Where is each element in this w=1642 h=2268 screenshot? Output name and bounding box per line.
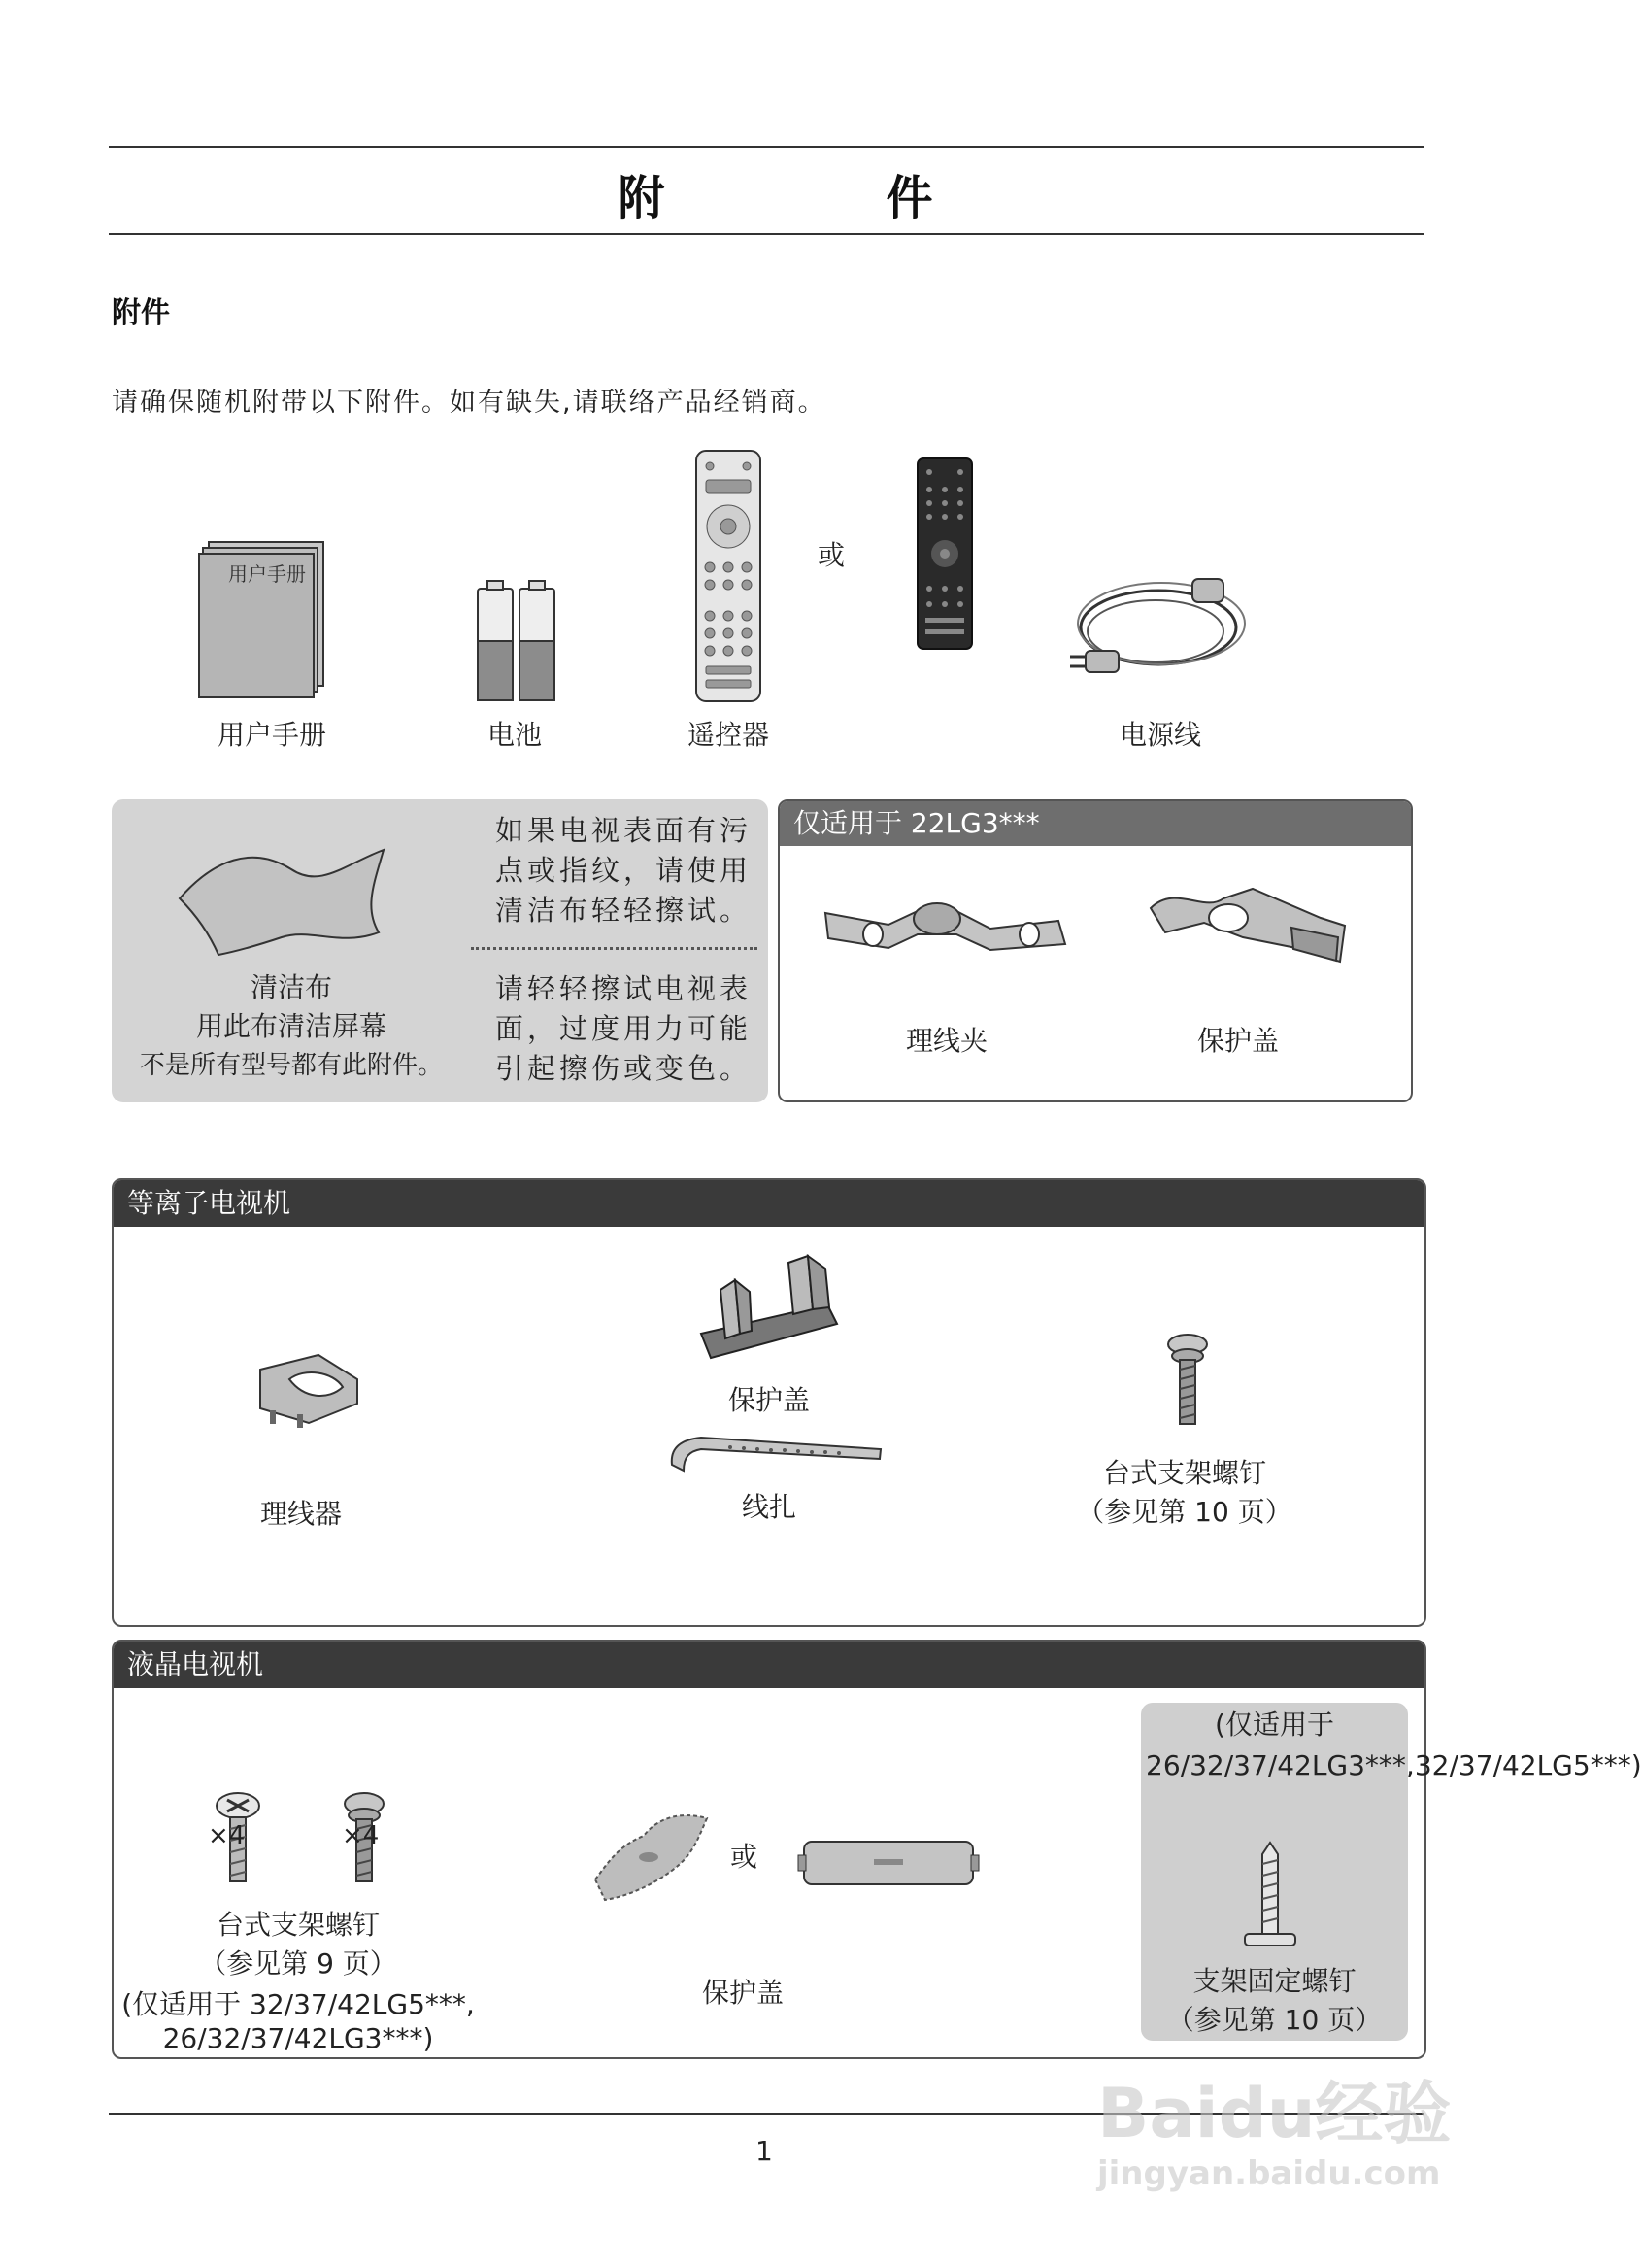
cleaning-tip-2: 请轻轻擦试电视表面，过度用力可能引起擦伤或变色。 — [495, 972, 753, 1085]
battery-illustration — [476, 581, 558, 702]
battery-label: 电池 — [486, 719, 542, 751]
cloth-desc: 用此布清洁屏幕 — [195, 1010, 386, 1042]
fix-screw-ref: （参见第 10 页） — [1166, 2004, 1383, 2036]
cable-tie-illustration — [662, 1428, 886, 1476]
or-text-1: 或 — [818, 539, 846, 571]
lcd-screw-models-2: 26/32/37/42LG3***) — [162, 2022, 434, 2054]
fix-screw-models: (仅适用于 26/32/37/42LG3***,32/37/42LG5***) — [1146, 1709, 1642, 1781]
remote-dark-illustration — [916, 457, 974, 651]
plasma-panel-header: 等离子电视机 — [114, 1180, 1424, 1227]
remote-light-illustration — [694, 449, 762, 703]
plasma-cover-label: 保护盖 — [727, 1384, 810, 1416]
manual-cover-text: 用户手册 — [228, 562, 306, 586]
lg3-cover-label: 保护盖 — [1196, 1025, 1279, 1057]
lcd-screw-ref: （参见第 9 页） — [199, 1947, 397, 1980]
baidu-watermark-url: jingyan.baidu.com — [1097, 2154, 1441, 2193]
manual-label: 用户手册 — [217, 719, 326, 751]
manual-illustration — [199, 532, 335, 697]
remote-label: 遥控器 — [687, 719, 769, 751]
fix-screw-illustration — [1241, 1841, 1299, 1957]
cable-manager-illustration — [251, 1350, 367, 1428]
lcd-panel-header: 液晶电视机 — [114, 1642, 1424, 1688]
title-rule — [109, 233, 1424, 235]
plasma-screw-illustration — [1163, 1333, 1212, 1430]
power-cord-label: 电源线 — [1119, 719, 1201, 751]
plasma-screw-ref: （参见第 10 页） — [1077, 1496, 1292, 1528]
baidu-watermark: Baidu经验 — [1097, 2074, 1452, 2153]
cable-clip-label: 理线夹 — [905, 1025, 988, 1057]
lg3-cover-illustration — [1146, 879, 1350, 976]
tip-divider — [471, 947, 757, 950]
lcd-screw-models-1: (仅适用于 32/37/42LG5***, — [121, 1988, 475, 2020]
cloth-illustration — [175, 840, 393, 957]
power-cord-illustration — [1066, 571, 1260, 688]
section-heading: 附件 — [112, 296, 170, 330]
page-title: 附 件 — [618, 171, 1021, 225]
top-rule — [109, 146, 1424, 148]
cable-manager-label: 理线器 — [259, 1498, 342, 1530]
or-text-2: 或 — [730, 1841, 758, 1873]
lcd-cover-a-illustration — [586, 1807, 717, 1904]
cable-tie-label: 线扎 — [741, 1491, 796, 1523]
plasma-screw-label: 台式支架螺钉 — [1102, 1457, 1266, 1489]
cloth-label: 清洁布 — [250, 971, 332, 1003]
lcd-screw-label: 台式支架螺钉 — [216, 1909, 380, 1941]
page-number: 1 — [755, 2135, 773, 2167]
cable-clip-illustration — [821, 894, 1073, 962]
lcd-cover-label: 保护盖 — [701, 1977, 784, 2009]
lcd-qty-2: ×4 — [342, 1821, 380, 1850]
lg3-panel-header: 仅适用于 22LG3*** — [780, 801, 1411, 846]
cloth-note: 不是所有型号都有此附件。 — [139, 1051, 443, 1080]
lcd-cover-b-illustration — [796, 1838, 981, 1888]
lcd-qty-1: ×4 — [208, 1821, 246, 1850]
fix-screw-label: 支架固定螺钉 — [1192, 1965, 1357, 1997]
cleaning-tip-1: 如果电视表面有污点或指纹，请使用清洁布轻轻擦试。 — [495, 814, 753, 927]
intro-text: 请确保随机附带以下附件。如有缺失,请联络产品经销商。 — [112, 388, 826, 418]
plasma-cover-illustration — [691, 1251, 847, 1368]
